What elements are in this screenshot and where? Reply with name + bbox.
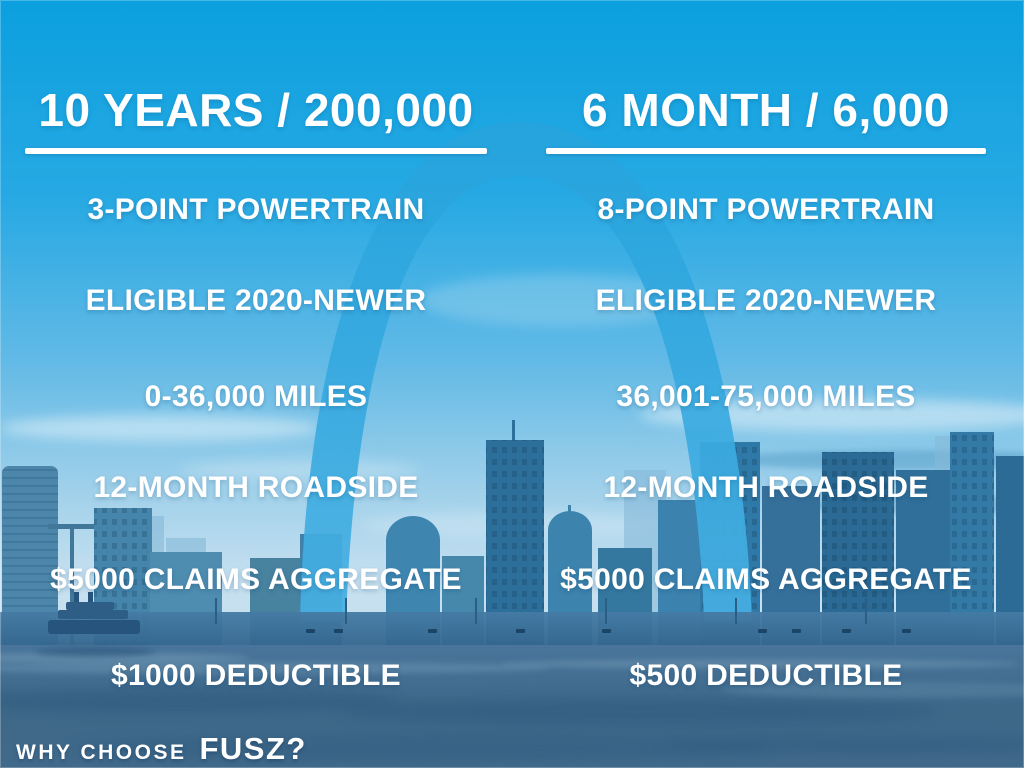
plan-column-right bbox=[514, 0, 1018, 768]
plan-left-feature-claims: $5000 CLAIMS AGGREGATE bbox=[50, 563, 462, 596]
plan-right-feature-powertrain: 8-POINT POWERTRAIN bbox=[597, 193, 935, 226]
plan-title-left: 10 YEARS / 200,000 bbox=[38, 84, 474, 136]
title-underline-left bbox=[25, 148, 487, 154]
plan-left-feature-eligibility: ELIGIBLE 2020-NEWER bbox=[85, 284, 427, 317]
plan-left-feature-deductible: $1000 DEDUCTIBLE bbox=[111, 659, 401, 692]
tagline-prefix: WHY CHOOSE bbox=[16, 741, 187, 764]
plan-right-feature-deductible: $500 DEDUCTIBLE bbox=[629, 659, 903, 692]
plan-right-feature-claims: $5000 CLAIMS AGGREGATE bbox=[560, 563, 972, 596]
plan-left-feature-powertrain: 3-POINT POWERTRAIN bbox=[87, 193, 425, 226]
plan-right-feature-mileage: 36,001-75,000 MILES bbox=[616, 380, 916, 413]
title-underline-right bbox=[546, 148, 986, 154]
plan-title-right: 6 MONTH / 6,000 bbox=[582, 84, 950, 136]
plan-left-feature-roadside: 12-MONTH ROADSIDE bbox=[93, 471, 419, 504]
tagline bbox=[16, 731, 307, 767]
plan-right-feature-roadside: 12-MONTH ROADSIDE bbox=[603, 471, 929, 504]
plan-right-feature-eligibility: ELIGIBLE 2020-NEWER bbox=[595, 284, 937, 317]
brand-name: FUSZ? bbox=[199, 731, 307, 766]
plan-left-feature-mileage: 0-36,000 MILES bbox=[144, 380, 368, 413]
